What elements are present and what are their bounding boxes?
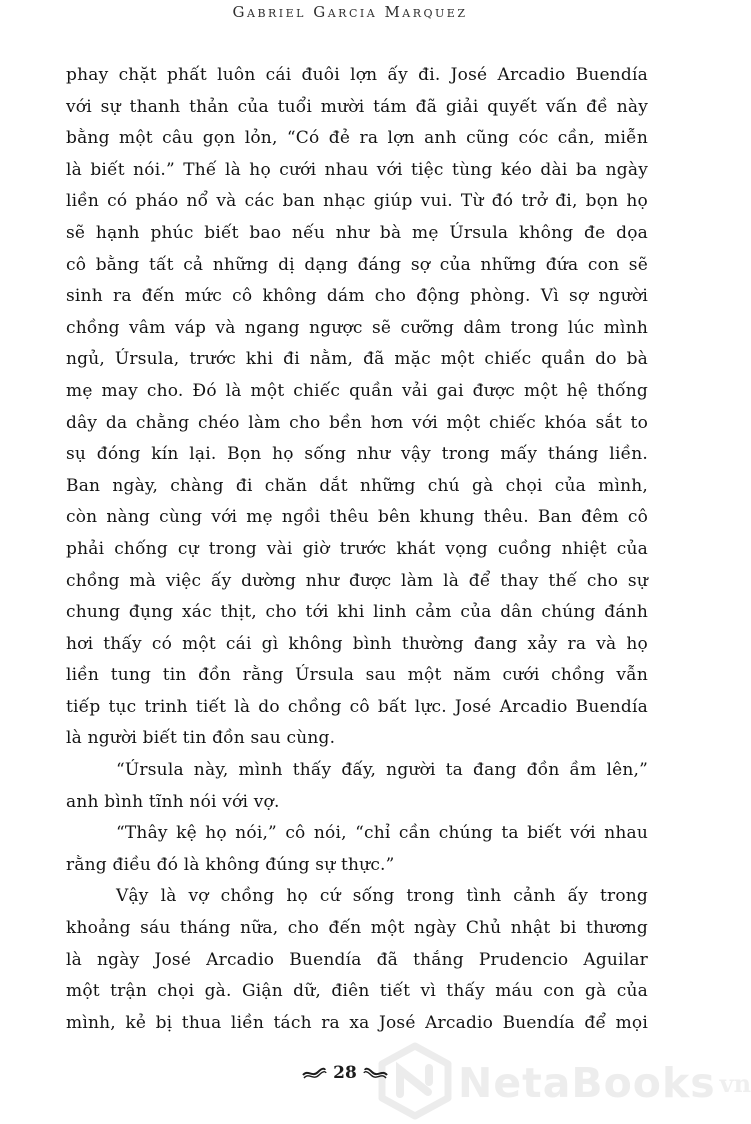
text-line: là ngày José Arcadio Buendía đã thắng Prudencio Aguilar [66,949,648,970]
running-header-author: Gabriel Garcia Marquez [232,3,468,21]
text-line: chung đụng xác thịt, cho tới khi linh cảm của dân chúng đánh [66,602,648,623]
watermark-brand-text: NetaBooks [458,1059,716,1107]
text-line: Ban ngày, chàng đi chăn dắt những chú gà chọi của mình, [66,475,648,496]
page-text [66,60,648,1039]
text-line: là người biết tin đồn sau cùng. [66,728,336,749]
text-line: sinh ra đến mức cô không dám cho động phòng. Vì sợ người [66,286,648,307]
text-line: rằng điều đó là không đúng sự thực.” [66,854,395,875]
text-line: với sự thanh thản của tuổi mười tám đã giải quyết vấn đề này [66,96,648,117]
text-line: sẽ hạnh phúc biết bao nếu như bà mẹ Úrsula không đe dọa [66,222,648,243]
swash-left-ornament-icon [301,1066,327,1080]
text-line: hơi thấy có một cái gì không bình thường đang xảy ra và họ [66,633,648,654]
text-line: ngủ, Úrsula, trước khi đi nằm, đã mặc một chiếc quần do bà [66,349,648,370]
text-line: phay chặt phất luôn cái đuôi lợn ấy đi. José Arcadio Buendía [66,65,648,85]
text-line: phải chống cự trong vài giờ trước khát vọng cuồng nhiệt của [66,538,648,559]
text-line: chồng vâm váp và ngang ngược sẽ cưỡng dâm trong lúc mình [66,317,648,338]
text-line: một trận chọi gà. Giận dữ, điên tiết vì thấy máu con gà của [66,981,648,1002]
text-line: còn nàng cùng với mẹ ngồi thêu bên khung thêu. Ban đêm cô [66,507,648,528]
watermark-tld-text: vn [719,1068,751,1098]
text-line: mẹ may cho. Đó là một chiếc quần vải gai được một hệ thống [66,380,648,401]
text-line: tiếp tục trinh tiết là do chồng cô bất lực. José Arcadio Buendía [66,696,648,717]
text-line: bằng một câu gọn lỏn, “Có đẻ ra lợn anh cũng cóc cần, miễn [66,128,648,149]
text-line: cô bằng tất cả những dị dạng đáng sợ của những đứa con sẽ [66,254,648,275]
text-line: mình, kẻ bị thua liền tách ra xa José Arcadio Buendía để mọi [66,1012,648,1033]
swash-right-ornament-icon [363,1066,389,1080]
text-line: chồng mà việc ấy dường như được làm là để thay thế cho sự [66,570,648,591]
text-line: khoảng sáu tháng nữa, cho đến một ngày Chủ nhật bi thương [66,918,648,939]
text-line: “Thây kệ họ nói,” cô nói, “chỉ cần chúng ta biết với nhau [116,823,648,844]
page-footer [0,1063,690,1084]
text-line: liền tung tin đồn rằng Úrsula sau một năm cưới chồng vẫn [66,665,648,686]
text-line: là biết nói.” Thế là họ cưới nhau với tiệc tùng kéo dài ba ngày [66,159,648,180]
text-line: liền có pháo nổ và các ban nhạc giúp vui. Từ đó trở đi, bọn họ [66,191,648,212]
text-line: sụ đóng kín lại. Bọn họ sống như vậy trong mấy tháng liền. [66,444,648,465]
text-line: dây da chằng chéo làm cho bền hơn với một chiếc khóa sắt to [66,412,648,433]
text-line: anh bình tĩnh nói với vợ. [66,791,280,812]
text-line: Vậy là vợ chồng họ cứ sống trong tình cảnh ấy trong [116,886,648,907]
page-number: 28 [333,1063,357,1083]
text-line: “Úrsula này, mình thấy đấy, người ta đang đồn ầm lên,” [116,760,648,781]
